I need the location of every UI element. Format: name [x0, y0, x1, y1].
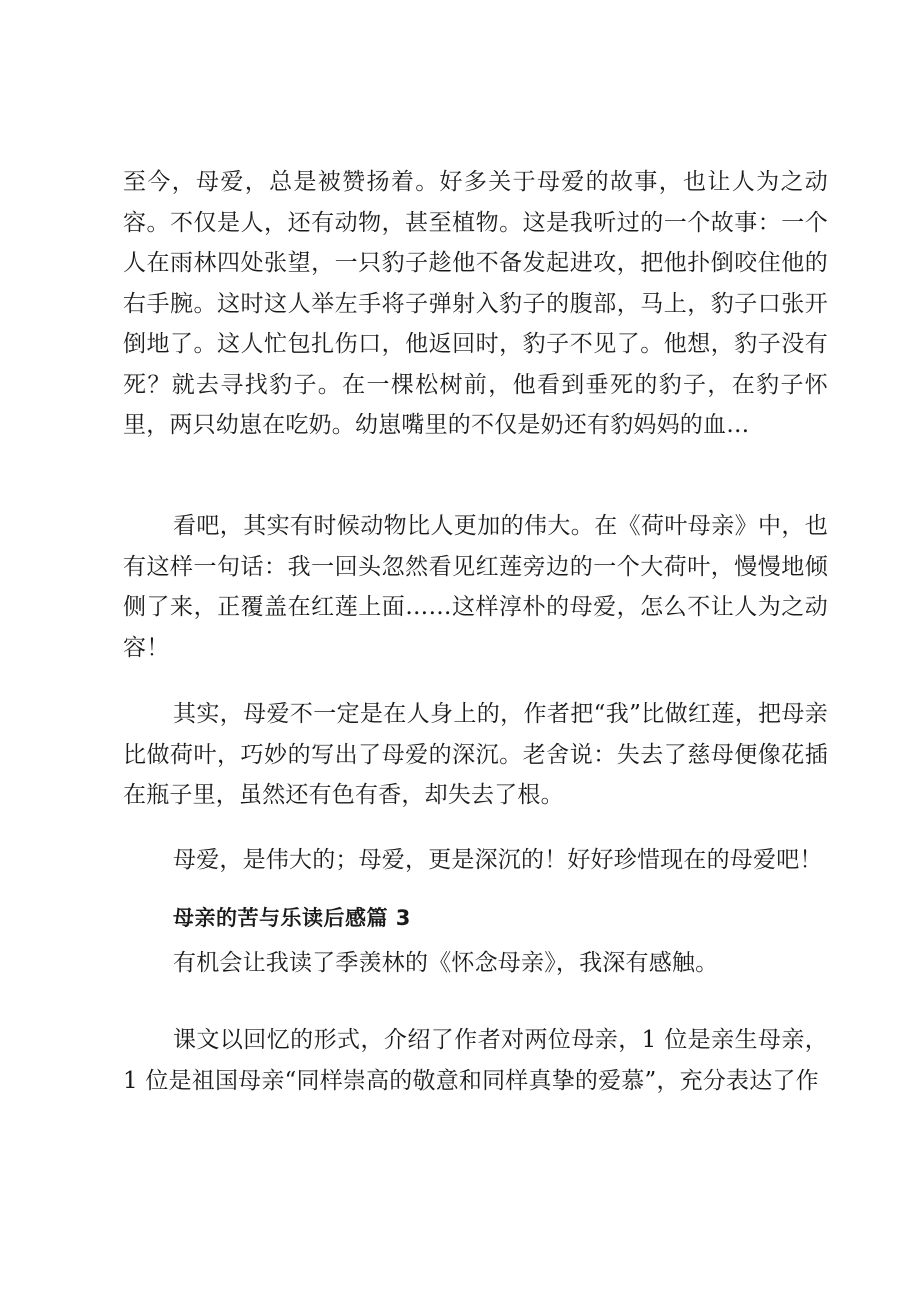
- section-heading: 母亲的苦与乐读后感篇 3: [173, 906, 411, 930]
- paragraph-two-mothers: 课文以回忆的形式，介绍了作者对两位母亲，1 位是亲生母亲，1 位是祖国母亲“同样崇高的敬意和同样真挚的爱慕”，充分表达了作: [123, 1027, 828, 1094]
- paragraph-red-lotus-metaphor: 其实，母爱不一定是在人身上的，作者把“我”比做红莲，把母亲比做荷叶，巧妙的写出了母爱的深沉。老舍说：失去了慈母便像花插在瓶子里，虽然还有色有香，却失去了根。: [123, 701, 828, 808]
- paragraph-lotus-mother: 看吧，其实有时候动物比人更加的伟大。在《荷叶母亲》中，也有这样一句话：我一回头忽然看见红莲旁边的一个大荷叶，慢慢地倾侧了来，正覆盖在红莲上面……这样淳朴的母爱，怎么不让人为之动容！: [123, 513, 828, 661]
- paragraph-mother-love-summary: 母爱，是伟大的；母爱，更是深沉的！好好珍惜现在的母爱吧！: [173, 847, 823, 873]
- paragraph-leopard-story: 至今，母爱，总是被赞扬着。好多关于母爱的故事，也让人为之动容。不仅是人，还有动物，甚至植物。这是我听过的一个故事：一个人在雨林四处张望，一只豹子趁他不备发起进攻，把他扑倒咬住他的右手腕。这时这人举左手将子弹射入豹子的腹部，马上，豹子口张开倒地了。这人忙包扎伤口，他返回时，豹子不见了。他想，豹子没有死？就去寻找豹子。在一棵松树前，他看到垂死的豹子，在豹子怀里，两只幼崽在吃奶。幼崽嘴里的不仅是奶还有豹妈妈的血…: [123, 169, 828, 438]
- paragraph-intro-huainian: 有机会让我读了季羡林的《怀念母亲》，我深有感触。: [173, 950, 719, 976]
